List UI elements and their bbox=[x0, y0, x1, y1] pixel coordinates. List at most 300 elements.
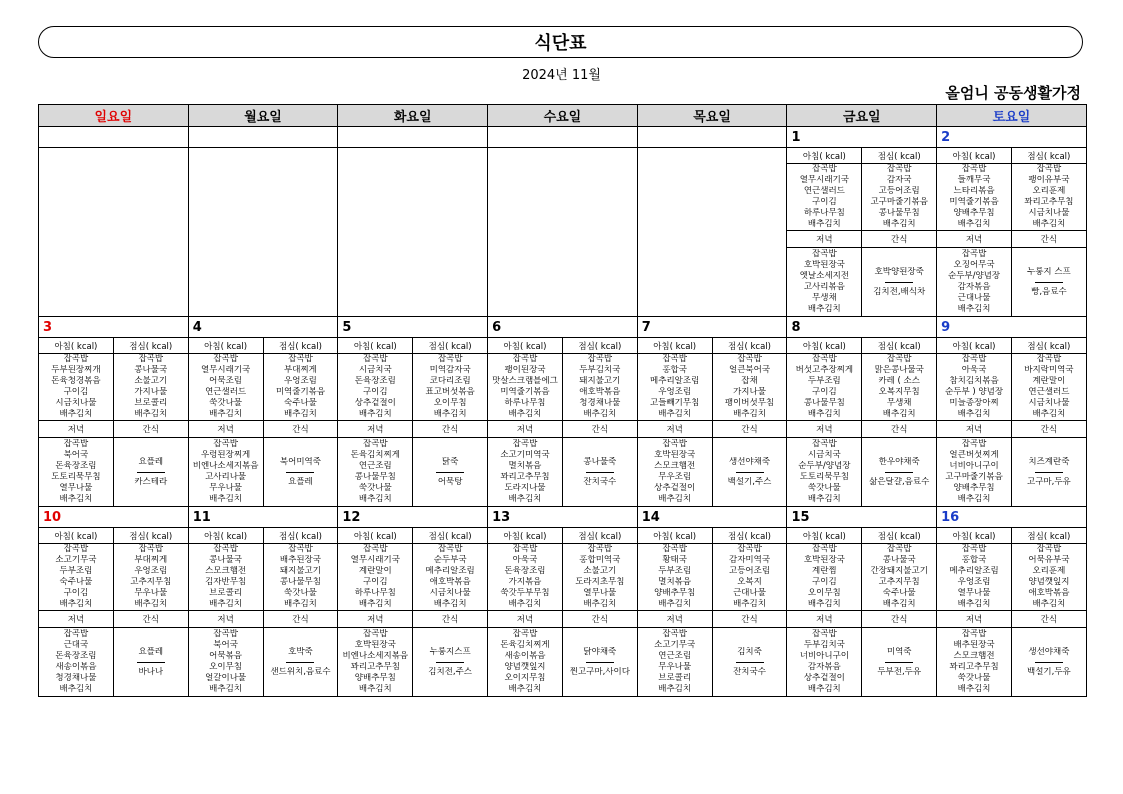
menu-item: 스모크햄전 bbox=[953, 651, 995, 661]
menu-item: 콩나물무침 bbox=[878, 208, 920, 218]
menu-item: 배추김치 bbox=[957, 409, 991, 419]
snack-item: 김치죽 bbox=[737, 646, 762, 657]
menu-item: 콩나물무침 bbox=[803, 398, 845, 408]
menu-item: 배추김치 bbox=[957, 494, 991, 504]
breakfast-lunch-row bbox=[39, 354, 1087, 421]
dinner-snack-row bbox=[39, 438, 1087, 507]
snack-divider bbox=[885, 662, 913, 663]
lunch-label: 점심( kcal) bbox=[862, 528, 937, 544]
breakfast-menu bbox=[338, 544, 413, 611]
date-number: 7 bbox=[641, 319, 651, 335]
menu-item: 오이지무침 bbox=[504, 673, 546, 683]
menu-item: 콩나물국 bbox=[882, 555, 916, 565]
menu-item: 참치김치볶음 bbox=[949, 376, 999, 386]
menu-item: 계란찜 bbox=[812, 566, 837, 576]
menu-item: 호박된장국 bbox=[354, 640, 396, 650]
dinner-label: 저녁 bbox=[338, 611, 413, 628]
snack-menu bbox=[712, 628, 787, 697]
breakfast-menu bbox=[937, 544, 1012, 611]
menu-item: 잡곡밥 bbox=[362, 354, 388, 364]
breakfast-menu bbox=[488, 354, 563, 421]
lunch-label: 점심( kcal) bbox=[113, 528, 188, 544]
snack-label: 간식 bbox=[263, 611, 338, 628]
snack-item: 샌드위치,음료수 bbox=[270, 666, 331, 677]
date-cell bbox=[637, 507, 787, 528]
snack-item: 닭야채죽 bbox=[583, 646, 617, 657]
menu-item: 두부김치국 bbox=[579, 365, 621, 375]
snack-item: 생선야채죽 bbox=[1028, 646, 1070, 657]
menu-item: 무우나물 bbox=[209, 483, 243, 493]
date-cell bbox=[188, 507, 338, 528]
dinner-menu bbox=[787, 248, 862, 317]
menu-item: 무우나물 bbox=[658, 662, 692, 672]
date-cell bbox=[937, 317, 1087, 338]
menu-item: 청경채나물 bbox=[579, 398, 621, 408]
snack-divider bbox=[736, 662, 764, 663]
menu-item: 잡곡밥 bbox=[961, 544, 987, 554]
snack-label: 간식 bbox=[413, 421, 488, 438]
menu-item: 꽈리고추무침 bbox=[500, 472, 550, 482]
menu-item: 배추김치 bbox=[59, 684, 93, 694]
menu-item: 배추된장국 bbox=[953, 640, 995, 650]
menu-item: 두부조림 bbox=[807, 376, 841, 386]
snack-item: 콩나물죽 bbox=[583, 456, 617, 467]
menu-item: 배추김치 bbox=[433, 409, 467, 419]
lunch-label: 점심( kcal) bbox=[862, 338, 937, 354]
menu-item: 배추김치 bbox=[957, 304, 991, 314]
menu-item: 고구마줄기볶음 bbox=[870, 197, 928, 207]
menu-item: 배추김치 bbox=[658, 494, 692, 504]
menu-item: 가지볶음 bbox=[508, 577, 542, 587]
breakfast-label: 아침( kcal) bbox=[937, 338, 1012, 354]
snack-label: 간식 bbox=[862, 421, 937, 438]
snack-divider bbox=[586, 662, 614, 663]
snack-divider bbox=[885, 282, 913, 283]
menu-item: 멸치볶음 bbox=[658, 577, 692, 587]
menu-item: 잡곡밥 bbox=[662, 629, 687, 639]
menu-item: 소고기무국 bbox=[55, 555, 97, 565]
dinner-menu bbox=[39, 628, 114, 697]
snack-item: 치즈계란죽 bbox=[1028, 456, 1070, 467]
breakfast-menu bbox=[937, 354, 1012, 421]
lunch-menu bbox=[862, 354, 937, 421]
breakfast-lunch-row bbox=[39, 544, 1087, 611]
menu-item: 오복지무침 bbox=[878, 387, 920, 397]
dinner-label: 저녁 bbox=[338, 421, 413, 438]
snack-menu bbox=[263, 628, 338, 697]
dinner-menu bbox=[188, 438, 263, 507]
dinner-menu bbox=[637, 438, 712, 507]
menu-item: 오리훈제 bbox=[1032, 186, 1066, 196]
menu-item: 고추지무침 bbox=[130, 577, 172, 587]
meal-calendar-table bbox=[38, 104, 1087, 697]
menu-item: 쑥갓나물 bbox=[807, 483, 841, 493]
date-number: 3 bbox=[43, 319, 53, 335]
menu-item: 배추김치 bbox=[807, 304, 841, 314]
menu-item: 배추김치 bbox=[807, 494, 841, 504]
breakfast-menu bbox=[39, 544, 114, 611]
breakfast-label: 아침( kcal) bbox=[488, 338, 563, 354]
menu-item: 잡곡밥 bbox=[63, 354, 89, 364]
dinner-label: 저녁 bbox=[787, 231, 862, 248]
menu-item: 구이김 bbox=[812, 197, 837, 207]
menu-item: 시금치나물 bbox=[1028, 208, 1070, 218]
menu-item: 잡곡밥 bbox=[213, 439, 238, 449]
lunch-label: 점심( kcal) bbox=[413, 338, 488, 354]
menu-item: 비엔나소세지볶음 bbox=[192, 461, 259, 471]
dinner-menu bbox=[488, 628, 563, 697]
menu-item: 배추김치 bbox=[59, 599, 93, 609]
date-number: 6 bbox=[492, 319, 502, 335]
menu-item: 잡곡밥 bbox=[437, 544, 463, 554]
menu-item: 미역줄기볶음 bbox=[500, 387, 550, 397]
menu-item: 배추김치 bbox=[508, 409, 542, 419]
menu-item: 맛살스크램블에그 bbox=[492, 376, 558, 386]
menu-item: 구이김 bbox=[362, 387, 388, 397]
menu-item: 잡곡밥 bbox=[63, 544, 89, 554]
date-row bbox=[39, 317, 1087, 338]
dinner-label: 저녁 bbox=[39, 421, 114, 438]
menu-item: 상추겉절이 bbox=[354, 398, 396, 408]
menu-item: 배추김치 bbox=[508, 494, 542, 504]
menu-item: 배추김치 bbox=[209, 494, 243, 504]
menu-item: 하루나무침 bbox=[803, 208, 845, 218]
snack-menu bbox=[113, 438, 188, 507]
snack-item: 잔치국수 bbox=[583, 476, 617, 487]
date-row bbox=[39, 507, 1087, 528]
menu-item: 배추김치 bbox=[807, 409, 841, 419]
menu-item: 순두부국 bbox=[433, 555, 467, 565]
dinner-label: 저녁 bbox=[488, 421, 563, 438]
menu-item: 숙주나물 bbox=[59, 577, 93, 587]
menu-item: 오이무침 bbox=[209, 662, 243, 672]
menu-item: 멸치볶음 bbox=[508, 461, 542, 471]
snack-divider bbox=[885, 472, 913, 473]
menu-item: 도라지나물 bbox=[504, 483, 546, 493]
dinner-snack-label-row bbox=[39, 421, 1087, 438]
menu-item: 고사리볶음 bbox=[803, 282, 845, 292]
date-cell bbox=[39, 507, 189, 528]
snack-menu bbox=[1011, 438, 1086, 507]
lunch-label: 점심( kcal) bbox=[263, 338, 338, 354]
menu-item: 하루나무침 bbox=[354, 588, 396, 598]
menu-item: 미역감자국 bbox=[429, 365, 471, 375]
menu-item: 연근조림 bbox=[658, 651, 692, 661]
menu-item: 두부김치국 bbox=[803, 640, 845, 650]
snack-item: 찐고구마,사이다 bbox=[569, 666, 630, 677]
menu-item: 하루나무침 bbox=[504, 398, 546, 408]
snack-label: 간식 bbox=[1011, 231, 1086, 248]
dinner-menu bbox=[937, 438, 1012, 507]
breakfast-menu bbox=[787, 354, 862, 421]
menu-item: 너비아니구이 bbox=[949, 461, 999, 471]
menu-item: 청경채나물 bbox=[55, 673, 97, 683]
menu-item: 배추김치 bbox=[957, 219, 991, 229]
date-cell bbox=[488, 507, 638, 528]
menu-item: 소고기미역국 bbox=[500, 450, 550, 460]
menu-item: 쑥갓두부무침 bbox=[500, 588, 550, 598]
menu-item: 배추김치 bbox=[134, 599, 168, 609]
snack-label: 간식 bbox=[562, 611, 637, 628]
menu-item: 잡곡밥 bbox=[812, 249, 837, 259]
snack-menu bbox=[712, 438, 787, 507]
lunch-menu bbox=[562, 354, 637, 421]
menu-item: 구이김 bbox=[812, 387, 837, 397]
breakfast-label: 아침( kcal) bbox=[39, 338, 114, 354]
snack-item: 닭죽 bbox=[441, 456, 459, 467]
dinner-label: 저녁 bbox=[787, 611, 862, 628]
menu-item: 열무시래기국 bbox=[350, 555, 400, 565]
empty-cell bbox=[188, 148, 338, 317]
menu-item: 잡곡밥 bbox=[437, 354, 463, 364]
menu-item: 시금치국 bbox=[358, 365, 392, 375]
menu-item: 아욱국 bbox=[961, 365, 987, 375]
menu-item: 고들빼기무침 bbox=[650, 398, 700, 408]
menu-item: 느타리볶음 bbox=[953, 186, 995, 196]
snack-item: 김치전,주스 bbox=[428, 666, 473, 677]
menu-item: 감자국 bbox=[886, 175, 912, 185]
menu-item: 브로콜리 bbox=[209, 588, 243, 598]
menu-item: 우엉조림 bbox=[134, 566, 168, 576]
menu-item: 숙주나물 bbox=[284, 398, 317, 408]
menu-item: 배추김치 bbox=[508, 599, 542, 609]
lunch-menu bbox=[712, 544, 787, 611]
menu-item: 잡곡밥 bbox=[138, 544, 164, 554]
dinner-label: 저녁 bbox=[188, 611, 263, 628]
menu-item: 잡곡밥 bbox=[213, 629, 238, 639]
menu-item: 간장돼지불고기 bbox=[870, 566, 928, 576]
menu-item: 두부된장찌개 bbox=[51, 365, 101, 375]
menu-item: 시금치나물 bbox=[55, 398, 97, 408]
menu-item: 배추김치 bbox=[358, 684, 392, 694]
menu-item: 잡곡밥 bbox=[288, 544, 313, 554]
menu-item: 북어국 bbox=[63, 450, 89, 460]
lunch-label: 점심( kcal) bbox=[413, 528, 488, 544]
menu-item: 연근샐러드 bbox=[803, 186, 845, 196]
breakfast-label: 아침( kcal) bbox=[787, 148, 862, 164]
menu-item: 우엉조림 bbox=[957, 577, 991, 587]
snack-item: 호박죽 bbox=[288, 646, 313, 657]
snack-divider bbox=[286, 662, 314, 663]
snack-menu bbox=[413, 438, 488, 507]
date-number: 2 bbox=[941, 129, 951, 145]
snack-item: 북어미역죽 bbox=[279, 456, 321, 467]
menu-item: 양배추무침 bbox=[654, 588, 696, 598]
menu-item: 표고버섯볶음 bbox=[425, 387, 475, 397]
menu-item: 엣날소세지전 bbox=[799, 271, 849, 281]
menu-item: 소불고기 bbox=[134, 376, 168, 386]
lunch-label: 점심( kcal) bbox=[562, 338, 637, 354]
menu-item: 배추김치 bbox=[882, 409, 916, 419]
menu-item: 순두부/양념장 bbox=[947, 271, 1001, 281]
snack-menu bbox=[1011, 248, 1086, 317]
menu-item: 맑은콩나물국 bbox=[874, 365, 924, 375]
menu-item: 버섯고추장찌게 bbox=[795, 365, 854, 375]
organization-name: 올엄니 공동생활가정 bbox=[945, 84, 1081, 102]
menu-item: 잡곡밥 bbox=[886, 354, 912, 364]
date-row bbox=[39, 127, 1087, 148]
menu-item: 스모크햄전 bbox=[654, 461, 696, 471]
snack-item: 호박양된장죽 bbox=[874, 266, 924, 277]
menu-item: 잡곡밥 bbox=[886, 164, 912, 174]
breakfast-label: 아침( kcal) bbox=[937, 148, 1012, 164]
menu-item: 브로콜리 bbox=[134, 398, 168, 408]
menu-item: 감자볶음 bbox=[957, 282, 991, 292]
menu-item: 근대나물 bbox=[957, 293, 991, 303]
dinner-menu bbox=[637, 628, 712, 697]
breakfast-menu bbox=[188, 354, 263, 421]
breakfast-menu bbox=[488, 544, 563, 611]
menu-item: 카레 ( 소스 bbox=[878, 376, 920, 386]
menu-item: 가지나물 bbox=[134, 387, 168, 397]
lunch-label: 점심( kcal) bbox=[263, 528, 338, 544]
menu-item: 소불고기 bbox=[583, 566, 617, 576]
lunch-menu bbox=[263, 354, 338, 421]
snack-item: 고구마,두유 bbox=[1027, 476, 1071, 487]
menu-item: 홍합국 bbox=[662, 365, 687, 375]
menu-item: 시금치나물 bbox=[429, 588, 471, 598]
menu-item: 도토리묵무침 bbox=[51, 472, 101, 482]
menu-item: 순두부/양념장 bbox=[798, 461, 851, 471]
menu-item: 순두부 ) 양념장 bbox=[945, 387, 1004, 397]
menu-item: 잡곡밥 bbox=[812, 544, 837, 554]
menu-item: 바지락미역국 bbox=[1024, 365, 1074, 375]
snack-item: 바나나 bbox=[138, 666, 164, 677]
menu-item: 상추겉절이 bbox=[803, 673, 845, 683]
snack-divider bbox=[137, 472, 165, 473]
snack-item: 어묵탕 bbox=[437, 476, 463, 487]
lunch-menu bbox=[263, 544, 338, 611]
menu-item: 양배추무침 bbox=[953, 208, 995, 218]
snack-menu bbox=[113, 628, 188, 697]
breakfast-label: 아침( kcal) bbox=[787, 338, 862, 354]
menu-item: 어묵볶음 bbox=[209, 651, 243, 661]
breakfast-label: 아침( kcal) bbox=[338, 338, 413, 354]
snack-item: 요플레 bbox=[288, 476, 313, 487]
menu-item: 소고기무국 bbox=[654, 640, 696, 650]
month-subtitle: 2024년 11월 bbox=[522, 68, 601, 83]
menu-item: 잡채 bbox=[741, 376, 758, 386]
menu-item: 잡곡밥 bbox=[213, 544, 238, 554]
snack-label: 간식 bbox=[413, 611, 488, 628]
menu-item: 잡곡밥 bbox=[362, 629, 388, 639]
menu-item: 배추김치 bbox=[284, 599, 317, 609]
breakfast-menu bbox=[188, 544, 263, 611]
menu-item: 호박된장국 bbox=[654, 450, 696, 460]
date-cell bbox=[787, 317, 937, 338]
menu-item: 미역줄기볶음 bbox=[275, 387, 326, 397]
menu-item: 잡곡밥 bbox=[63, 439, 89, 449]
menu-item: 잡곡밥 bbox=[812, 164, 837, 174]
menu-item: 잡곡밥 bbox=[961, 249, 987, 259]
menu-item: 배추김치 bbox=[59, 409, 93, 419]
breakfast-menu bbox=[937, 164, 1012, 231]
snack-label: 간식 bbox=[113, 421, 188, 438]
menu-item: 잡곡밥 bbox=[512, 544, 538, 554]
lunch-menu bbox=[1011, 164, 1086, 231]
menu-item: 돈육김치찌게 bbox=[350, 450, 400, 460]
snack-item: 생선야채죽 bbox=[728, 456, 771, 467]
snack-item: 삶은달걀,음료수 bbox=[869, 476, 930, 487]
snack-item: 요플레 bbox=[138, 456, 164, 467]
menu-item: 오복지 bbox=[737, 577, 762, 587]
menu-item: 홍합국 bbox=[961, 555, 987, 565]
weekday-header: 일요일 bbox=[39, 105, 189, 127]
date-number: 15 bbox=[791, 509, 810, 525]
lunch-menu bbox=[1011, 544, 1086, 611]
snack-divider bbox=[436, 662, 464, 663]
menu-item: 잡곡밥 bbox=[737, 544, 762, 554]
breakfast-menu bbox=[637, 354, 712, 421]
date-number: 16 bbox=[941, 509, 960, 525]
lunch-label: 점심( kcal) bbox=[1011, 528, 1086, 544]
date-cell bbox=[488, 127, 638, 148]
menu-item: 고사리나물 bbox=[205, 472, 247, 482]
date-number: 10 bbox=[43, 509, 62, 525]
menu-item: 무우조림 bbox=[658, 472, 692, 482]
menu-item: 잡곡밥 bbox=[362, 439, 388, 449]
menu-item: 잡곡밥 bbox=[961, 164, 987, 174]
menu-item: 너비아니구이 bbox=[799, 651, 849, 661]
menu-item: 배추김치 bbox=[583, 409, 617, 419]
menu-item: 애호박볶음 bbox=[579, 387, 621, 397]
menu-item: 어묵유부국 bbox=[1028, 555, 1070, 565]
date-cell bbox=[787, 127, 937, 148]
snack-item: 카스테라 bbox=[134, 476, 168, 487]
snack-divider bbox=[436, 472, 464, 473]
dinner-label: 저녁 bbox=[188, 421, 263, 438]
dinner-menu bbox=[937, 248, 1012, 317]
breakfast-menu bbox=[39, 354, 114, 421]
menu-item: 배추김치 bbox=[284, 409, 317, 419]
dinner-menu bbox=[338, 628, 413, 697]
menu-item: 배추김치 bbox=[807, 599, 841, 609]
snack-item: 누룽지스프 bbox=[429, 646, 471, 657]
lunch-label: 점심( kcal) bbox=[113, 338, 188, 354]
menu-item: 연근샐러드 bbox=[205, 387, 247, 397]
menu-item: 돼지불고기 bbox=[279, 566, 321, 576]
menu-item: 쑥갓나물 bbox=[358, 483, 392, 493]
dinner-menu bbox=[488, 438, 563, 507]
date-number: 13 bbox=[492, 509, 511, 525]
snack-divider bbox=[286, 472, 314, 473]
menu-item: 오징어무국 bbox=[953, 260, 995, 270]
menu-item: 잡곡밥 bbox=[512, 439, 538, 449]
menu-item: 쑥갓나물 bbox=[957, 673, 991, 683]
date-number: 5 bbox=[342, 319, 352, 335]
menu-item: 배추김치 bbox=[583, 599, 617, 609]
menu-item: 비엔나소세지볶음 bbox=[342, 651, 409, 661]
weekday-header: 수요일 bbox=[488, 105, 638, 127]
menu-item: 배추김치 bbox=[658, 409, 692, 419]
menu-item: 잡곡밥 bbox=[512, 354, 538, 364]
date-cell bbox=[188, 317, 338, 338]
snack-item: 백설기,두유 bbox=[1027, 666, 1071, 677]
menu-item: 콩나물무침 bbox=[354, 472, 396, 482]
menu-item: 배추김치 bbox=[358, 494, 392, 504]
menu-item: 구이김 bbox=[63, 387, 89, 397]
empty-cell bbox=[488, 148, 638, 317]
menu-item: 연근조림 bbox=[358, 461, 392, 471]
menu-item: 잡곡밥 bbox=[512, 629, 538, 639]
menu-item: 잡곡밥 bbox=[886, 544, 912, 554]
breakfast-menu bbox=[338, 354, 413, 421]
meal-label-row bbox=[39, 148, 1087, 164]
menu-item: 부대찌게 bbox=[284, 365, 317, 375]
menu-item: 애호박볶음 bbox=[1028, 588, 1070, 598]
lunch-label: 점심( kcal) bbox=[712, 528, 787, 544]
snack-item: 잔치국수 bbox=[733, 666, 766, 677]
